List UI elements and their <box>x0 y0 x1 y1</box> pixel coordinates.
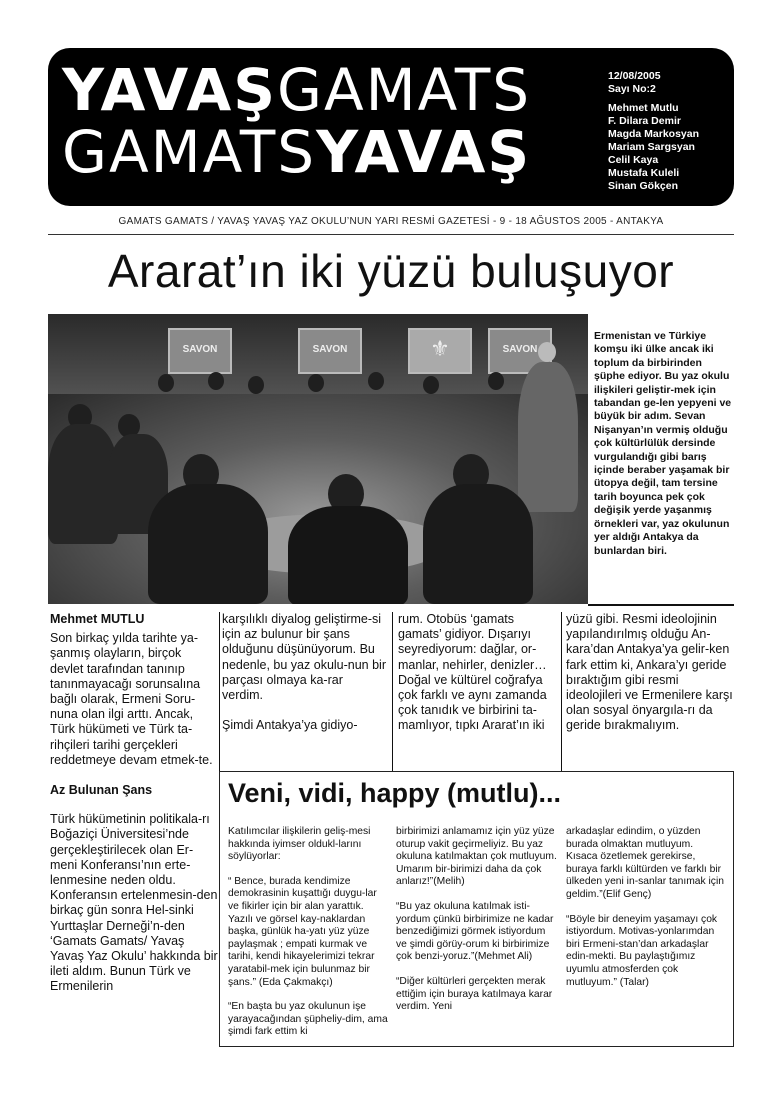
quote-paragraph: Katılımcılar ilişkilerin geliş-mesi hakkında iyimser oldukl-larını söylüyorlar: <box>228 826 371 863</box>
quotes-box-title: Veni, vidi, happy (mutlu)... <box>228 778 562 808</box>
quote-paragraph: birbirimizi anlamamız için yüz yüze oturup vakit geçirmeliyiz. Bu yaz okuluna katılmaktan çok mutluyum. Umarım bir-birimizi daha da çok anlarız!”(Melih) <box>396 826 557 888</box>
photo-side-caption: Ermenistan ve Türkiye komşu iki ülke ancak iki toplum da birbirinden şüphe ediyor. Bu yaz okulu ilişkileri geliştir-mek için tabandan ge-len yepyeni ve büyük bir adım. Sevan Nişanyan’ın vermiş olduğu çok kültürlülük dersinde vurgulandığı gibi barış içinde beraber yaşamak bir ütopya değil, tam tersine tarih boyunca pek çok değişik yerde yaşanmış örnekleri var, yaz okulunun yer aldığı Antakya da bunlardan biri. <box>594 330 732 557</box>
article-column-2 <box>222 612 386 748</box>
masthead-title-bold-2: YAVAŞ <box>316 118 532 186</box>
article-column-1 <box>50 612 218 1010</box>
masthead-title-line-2 <box>62 118 532 186</box>
article-paragraph: Son birkaç yılda tarihte ya-şanmış olayların, birçok devlet tarafından tanınıp tanınmayacağı sorunsalına bağlı olarak, Ermeni Soru-nuna olan ilgi arttı. Ancak, Türk hükümeti ve Türk ta-rihçileri tarihi gerçekleri reddetmeye devam etmek-te. <box>50 631 213 767</box>
column-divider <box>219 612 220 772</box>
article-paragraph: Türk hükümetinin politikala-rı Boğaziçi Üniversitesi’nde gerçekleştirilecek olan Er-meni Konferansı’nın erte-lenmesine neden oldu. Konferansın ertelenmesin-den birkaç gün sonra Hel-sinki Yurttaşlar Derneği’n-den ‘Gamats Gamats/ Yavaş Yavaş Yaz Okulu’ hakkında bir ileti aldım. Bunun Türk ve Ermenilerin <box>50 812 218 994</box>
issue-number: Sayı No:2 <box>608 83 656 95</box>
quotes-column-3 <box>566 826 726 1001</box>
quotes-box <box>219 771 734 1047</box>
banner-sign: SAVON <box>298 328 362 374</box>
article-column-4 <box>566 612 736 749</box>
masthead <box>48 48 734 206</box>
quotes-column-2 <box>396 826 558 1026</box>
quote-paragraph: “Bu yaz okuluna katılmak isti-yordum çünkü birbirimize ne kadar benzediğimizi görmek istiyordum ve şimdi görüy-orum ki birbirimize çok benzi-yoruz.”(Mehmet Ali) <box>396 900 554 963</box>
banner-sign: SAVON <box>488 328 552 374</box>
article-author: Mehmet MUTLU <box>50 612 145 626</box>
quote-paragraph: arkadaşlar edindim, o yüzden burada olmaktan mutluyum. Kısaca özetlemek gerekirse, buraya farklı kültürden ve farklı bir ülkeden yeni in-sanlar tanımak için geldim.”(Elif Genç) <box>566 826 724 900</box>
article-column-3 <box>398 612 556 749</box>
column-divider <box>561 612 562 772</box>
caption-rule <box>588 604 734 606</box>
masthead-title-bold-1: YAVAŞ <box>62 56 278 124</box>
staff-name: F. Dilara Demir <box>608 115 681 127</box>
masthead-title-thin-2: GAMATS <box>62 118 317 186</box>
staff-name: Sinan Gökçen <box>608 180 679 192</box>
issue-date: 12/08/2005 <box>608 70 661 82</box>
classroom-photo <box>48 314 588 604</box>
newspaper-subtitle: GAMATS GAMATS / YAVAŞ YAVAŞ YAZ OKULU’NUN YARI RESMİ GAZETESİ - 9 - 18 AĞUSTOS 2005 - ANTAKYA <box>118 216 664 227</box>
quote-paragraph: “ Bence, burada kendimize demokrasinin kuşattığı duygu-lar ve fikirler için bir alan yarattık. Yazılı ve görsel kay-naklardan başka, günlük ha-yatı yüz yüze paylaşmak ; empati kurmak ve tarihi, kendi hikayelerimizi tekrar yaratabil-mek için bulunmaz bir şans.” (Eda Çakmakçı) <box>228 875 377 988</box>
staff-name: Mustafa Kuleli <box>608 167 680 179</box>
banner-sign: SAVON <box>168 328 232 374</box>
article-paragraph: yüzü gibi. Resmi ideolojinin yapılandırılmış olduğu An-kara’dan Antakya’ya gelir-ken fark ettim ki, Ankara’yı geride bıraktığım gibi resmi ideolojileri ve Ermenilere karşı olan sosyal önyargıla-rı da geride bırakmalıyım. <box>566 612 733 733</box>
masthead-title-thin-1: GAMATS <box>277 56 532 124</box>
article-subheading: Az Bulunan Şans <box>50 783 153 798</box>
staff-name: Celil Kaya <box>608 154 659 166</box>
quotes-column-1 <box>228 826 388 1051</box>
article-paragraph: rum. Otobüs ‘gamats gamats’ gidiyor. Dışarıyı seyrediyorum: dağlar, or-manlar, nehirler, denizler… Doğal ve kültürel coğrafya çok farklı ve aynı zamanda çok tanıdık ve birbirini ta-mamlıyor, tıpkı Ararat’ın iki <box>398 612 547 733</box>
header-divider <box>48 234 734 235</box>
masthead-info <box>608 70 699 193</box>
quote-paragraph: “En başta bu yaz okulunun işe yarayacağından şüpheliy-dim, ama şimdi fark ettim ki <box>228 1001 388 1038</box>
column-divider <box>392 612 393 772</box>
headline: Ararat’ın iki yüzü buluşuyor <box>107 245 675 297</box>
quote-paragraph: “Böyle bir deneyim yaşamayı çok istiyordum. Motivas-yonlarımdan biri Ermeni-stan’dan arkadaşlar edin-mekti. Bu paylaştığımız uyumlu atmosferden çok mutluyum.” (Talar) <box>566 913 718 988</box>
fleur-de-lis-banner: ⚜ <box>408 328 472 374</box>
article-paragraph: karşılıklı diyalog geliştirme-si için az bulunur bir şans olduğunu düşünüyorum. Bu nedenle, bu yaz okulu-nun bir parçası olmaya ka-rar verdim. <box>222 612 387 703</box>
staff-name: Mehmet Mutlu <box>608 102 679 114</box>
quote-paragraph: “Diğer kültürleri gerçekten merak ettiğim için buraya katılmaya karar verdim. Yeni <box>396 975 553 1013</box>
article-paragraph: Şimdi Antakya’ya gidiyo- <box>222 718 358 733</box>
masthead-title-line-1 <box>62 56 532 124</box>
staff-name: Magda Markosyan <box>608 128 700 140</box>
staff-name: Mariam Sargsyan <box>608 141 695 153</box>
